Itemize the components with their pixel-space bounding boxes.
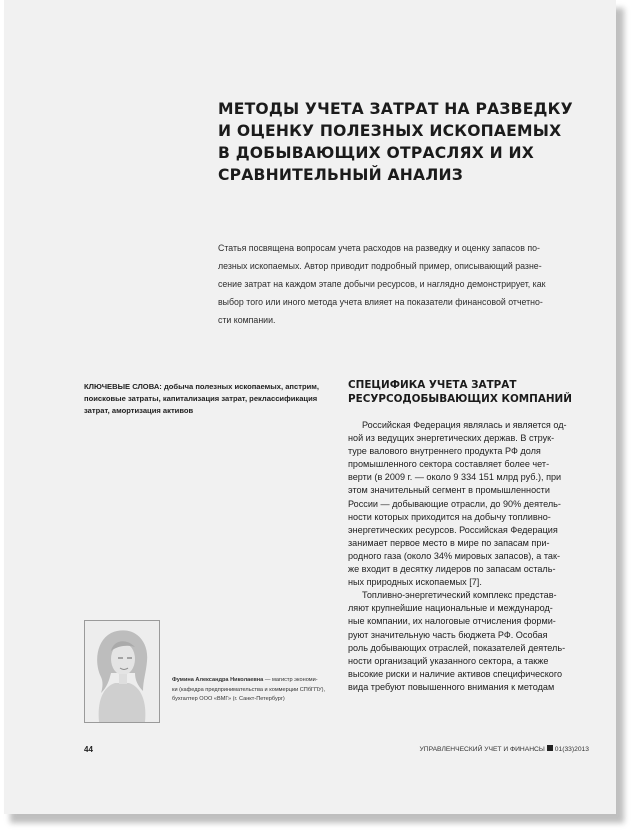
body-line: ности организаций указанного сектора, а также <box>348 655 549 666</box>
keywords-line: затрат, амортизация активов <box>84 406 194 415</box>
article-title <box>218 98 573 186</box>
body-line: ные компании, их налоговые отчисления форми- <box>348 616 556 627</box>
body-line: же входит в десятку лидеров по запасам осталь- <box>348 564 556 575</box>
body-line: ных природных ископаемых [7]. <box>348 577 482 588</box>
body-line: энергетических ресурсов. Российская Федерация <box>348 524 558 535</box>
author-info <box>172 676 344 705</box>
title-line: МЕТОДЫ УЧЕТА ЗАТРАТ НА РАЗВЕДКУ <box>218 100 573 118</box>
body-line: роль добывающих отраслей, показателей деятель- <box>348 642 566 653</box>
author-photo <box>84 620 160 723</box>
body-line: ности которых приходится на добычу топливно- <box>348 511 551 522</box>
author-degree: — магистр экономи- <box>263 677 318 683</box>
body-line: этом значительный сегмент в промышленности <box>348 485 550 496</box>
page-number: 44 <box>84 745 93 754</box>
section-heading <box>348 378 588 406</box>
section-heading-line: РЕСУРСОДОБЫВАЮЩИХ КОМПАНИЙ <box>348 393 572 405</box>
author-name: Фумина Александра Николаевна <box>172 677 264 683</box>
body-line: ляют крупнейшие национальные и международ- <box>348 603 553 614</box>
body-line: России — добывающие отрасли, до 90% деятель- <box>348 498 561 509</box>
keywords-line: КЛЮЧЕВЫЕ СЛОВА: добыча полезных ископаемых, апстрим, <box>84 382 319 391</box>
abstract-line: выбор того или иного метода учета влияет на показатели финансовой отчетно- <box>218 297 543 307</box>
abstract-line: сение затрат на каждом этапе добычи ресурсов, и наглядно демонстрирует, как <box>218 279 546 289</box>
body-line: высокие риски и наличие активов специфического <box>348 668 563 679</box>
abstract-line: лезных ископаемых. Автор приводит подробный пример, описывающий разне- <box>218 261 542 271</box>
body-line: вида требуют повышенного внимания к методам <box>348 681 555 692</box>
section-heading-line: СПЕЦИФИКА УЧЕТА ЗАТРАТ <box>348 379 517 391</box>
author-line: ки (кафедра предпринимательства и коммерции СПбГПУ), <box>172 686 326 693</box>
body-line: занимает первое место в мире по запасам при- <box>348 537 550 548</box>
journal-issue: 01(33)2013 <box>554 746 589 753</box>
body-line: руют значительную часть бюджета РФ. Особая <box>348 629 548 640</box>
body-line: родного газа (около 34% мировых запасов), а так- <box>348 550 560 561</box>
body-line: туре валового внутреннего продукта РФ доля <box>348 446 541 457</box>
author-portrait-image <box>85 621 159 722</box>
document-page <box>4 0 616 814</box>
author-line: бухгалтер ООО «ВМГ» (г. Санкт-Петербург) <box>172 696 285 703</box>
body-line: Топливно-энергетический комплекс представ- <box>362 590 557 601</box>
body-text <box>348 419 590 694</box>
article-abstract <box>218 239 590 329</box>
journal-footer <box>409 745 589 753</box>
body-line: Российская Федерация являлась и является од- <box>362 420 567 430</box>
body-line: ной из ведущих энергетических держав. В струк- <box>348 433 555 444</box>
title-line: И ОЦЕНКУ ПОЛЕЗНЫХ ИСКОПАЕМЫХ <box>218 122 562 140</box>
abstract-line: сти компании. <box>218 315 276 325</box>
journal-name: УПРАВЛЕНЧЕСКИЙ УЧЕТ И ФИНАНСЫ <box>419 746 545 753</box>
title-line: В ДОБЫВАЮЩИХ ОТРАСЛЯХ И ИХ <box>218 144 534 162</box>
author-line <box>172 676 344 686</box>
keywords-line: поисковые затраты, капитализация затрат, реклассификация <box>84 394 318 403</box>
body-line: промышленного сектора составляет более чет- <box>348 459 550 470</box>
title-line: СРАВНИТЕЛЬНЫЙ АНАЛИЗ <box>218 166 464 184</box>
keywords-block <box>84 381 342 417</box>
abstract-line: Статья посвящена вопросам учета расходов на разведку и оценку запасов по- <box>218 243 540 253</box>
body-line: верти (в 2009 г. — около 9 334 151 млрд руб.), при <box>348 472 562 483</box>
square-separator-icon <box>547 745 553 751</box>
